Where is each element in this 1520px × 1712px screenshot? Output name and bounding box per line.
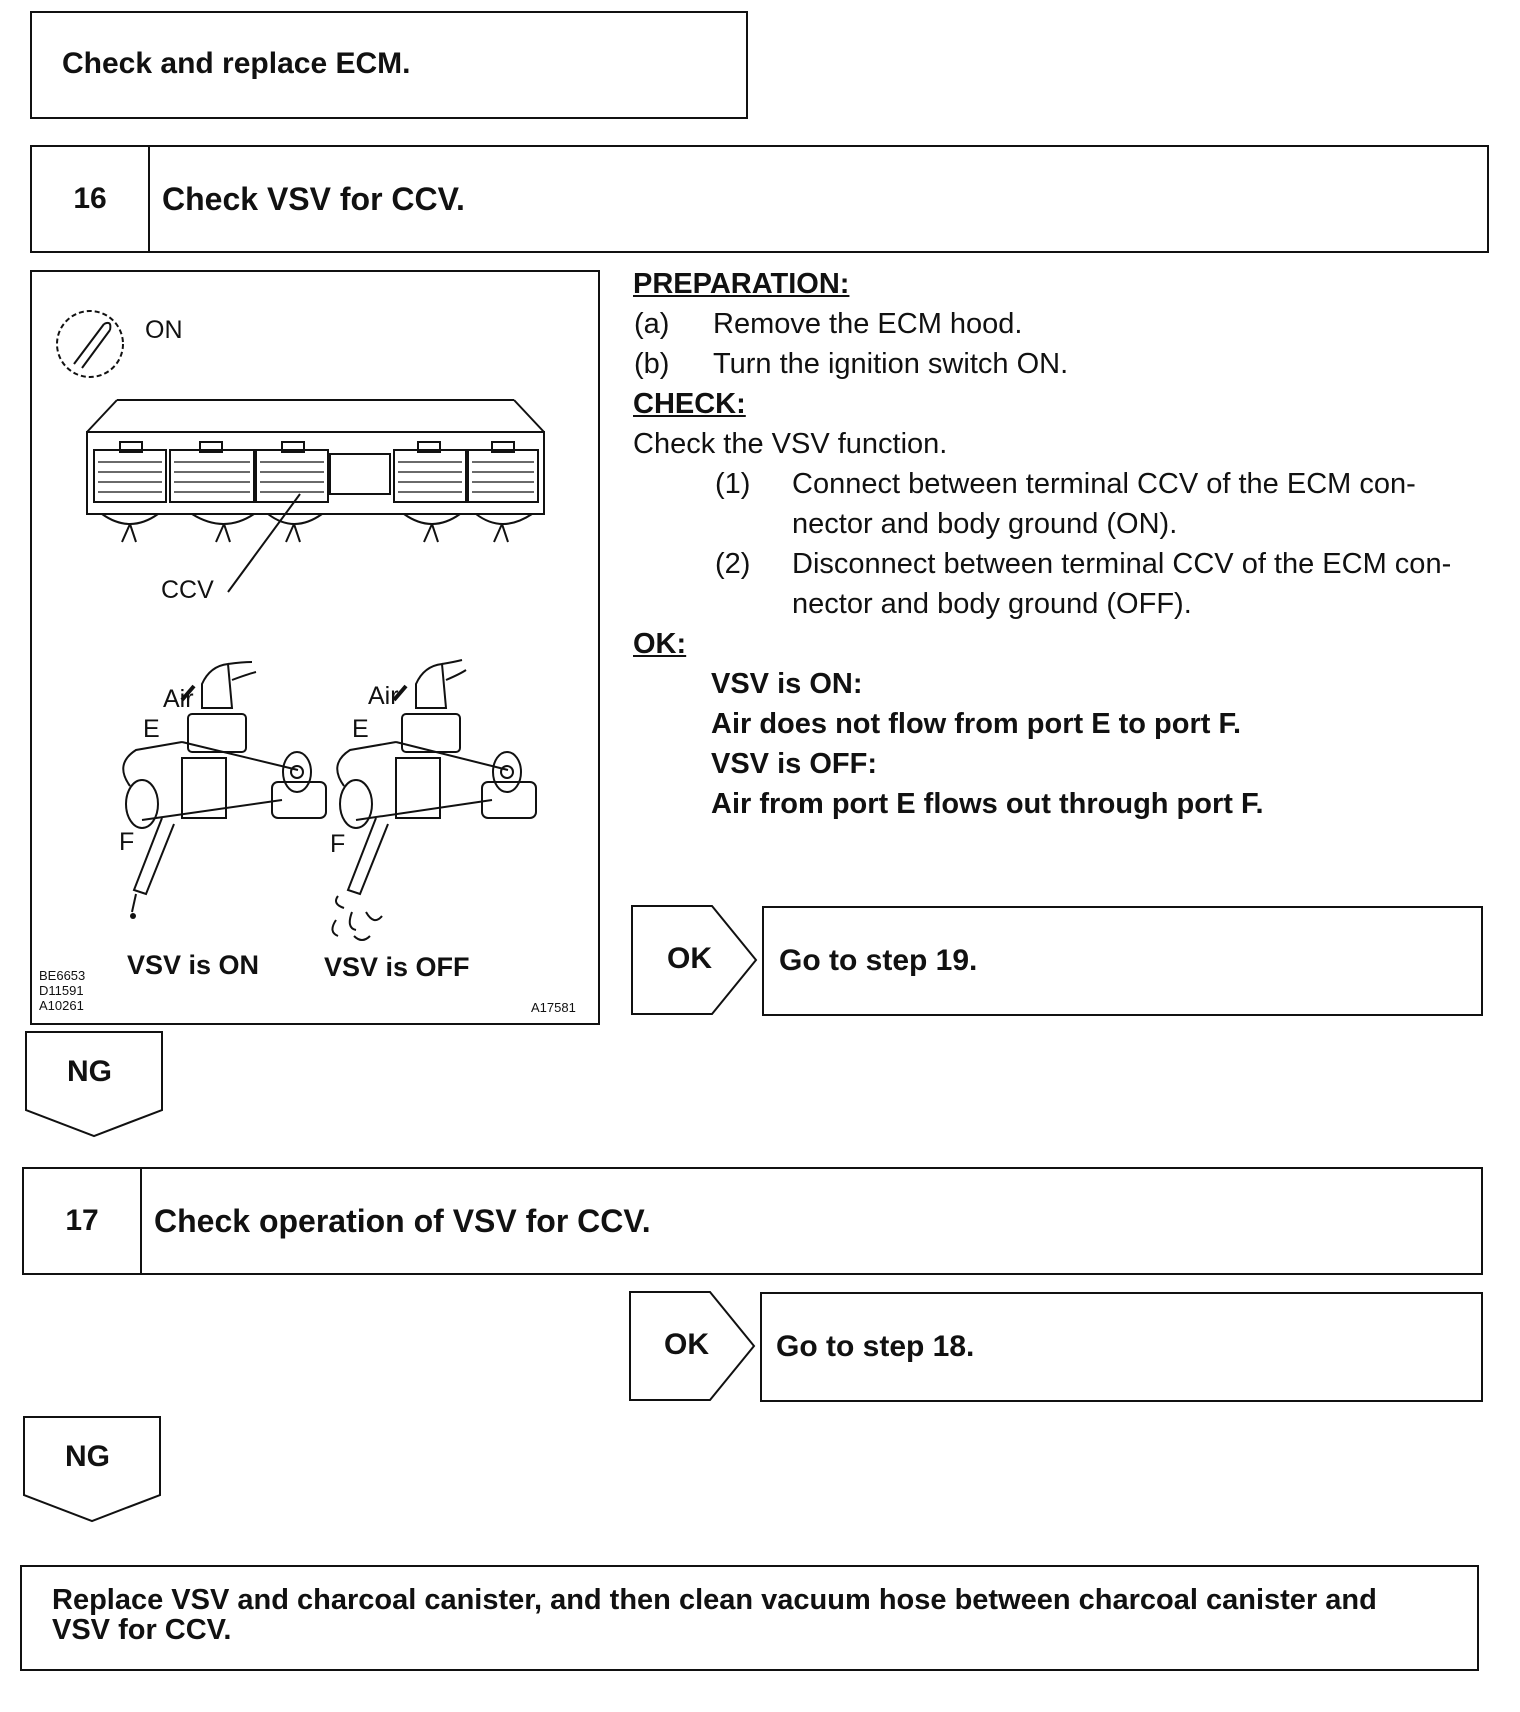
prep-a-text: Remove the ECM hood. — [713, 308, 1023, 340]
check-2-line1: Disconnect between terminal CCV of the ECM con- — [792, 548, 1452, 580]
ok-line-2: Air does not flow from port E to port F. — [711, 708, 1242, 740]
ccv-label: CCV — [161, 576, 214, 604]
air-label-right: Air — [368, 682, 399, 710]
caption-vsv-off: VSV is OFF — [324, 952, 470, 982]
replace-ecm-text: Check and replace ECM. — [62, 47, 411, 80]
air-label-left: Air — [163, 685, 194, 713]
step-17-header — [22, 1167, 1483, 1275]
replace-vsv-line-1: Replace VSV and charcoal canister, and then clean vacuum hose between charcoal canister and — [52, 1584, 1377, 1616]
check-1-marker: (1) — [715, 468, 751, 500]
check-1-line1: Connect between terminal CCV of the ECM con- — [792, 468, 1416, 500]
prep-a-marker: (a) — [634, 308, 670, 340]
ok-line-3: VSV is OFF: — [711, 748, 877, 780]
step-16-ng-badge: NG — [67, 1055, 112, 1088]
step-16-ok-badge: OK — [667, 942, 712, 975]
figure-code-2: D11591 — [39, 983, 84, 998]
replace-vsv-line-2: VSV for CCV. — [52, 1614, 232, 1646]
ok-line-4: Air from port E flows out through port F. — [711, 788, 1264, 820]
figure-code-4: A17581 — [531, 1000, 576, 1015]
vsv-on-drawing — [123, 662, 326, 912]
step-16-ok-action-box — [762, 906, 1483, 1016]
figure-code-3: A10261 — [39, 998, 84, 1013]
step-17-ok-action-box — [760, 1292, 1483, 1402]
step-16-header — [30, 145, 1489, 253]
ignition-key-icon — [57, 311, 123, 377]
step-17-ng-badge: NG — [65, 1440, 110, 1473]
check-1-line2: nector and body ground (ON). — [792, 508, 1178, 540]
ecm-connector-icon — [87, 400, 544, 592]
port-f-label-right: F — [330, 830, 346, 858]
vsv-illustration — [32, 272, 598, 1023]
ignition-on-label: ON — [145, 316, 183, 344]
vsv-off-drawing — [332, 660, 536, 940]
step-16-number: 16 — [32, 147, 150, 251]
ok-heading: OK: — [633, 628, 687, 660]
vsv-figure — [30, 270, 600, 1025]
step-17-number: 17 — [24, 1169, 142, 1273]
port-e-label-right: E — [352, 715, 369, 743]
prep-b-text: Turn the ignition switch ON. — [713, 348, 1069, 380]
ok-line-1: VSV is ON: — [711, 668, 863, 700]
port-f-label-left: F — [119, 828, 135, 856]
replace-vsv-box — [20, 1565, 1479, 1671]
step-17-ok-badge: OK — [664, 1328, 709, 1361]
step-17-ok-action: Go to step 18. — [776, 1330, 975, 1363]
figure-code-1: BE6653 — [39, 968, 86, 983]
port-e-label-left: E — [143, 715, 160, 743]
check-2-line2: nector and body ground (OFF). — [792, 588, 1192, 620]
caption-vsv-on: VSV is ON — [127, 950, 260, 980]
check-heading: CHECK: — [633, 388, 746, 420]
check-intro: Check the VSV function. — [633, 428, 948, 460]
check-2-marker: (2) — [715, 548, 751, 580]
prep-b-marker: (b) — [634, 348, 670, 380]
preparation-heading: PREPARATION: — [633, 268, 850, 300]
replace-ecm-box — [30, 11, 748, 119]
step-17-title: Check operation of VSV for CCV. — [154, 1202, 651, 1239]
step-16-title: Check VSV for CCV. — [162, 180, 465, 217]
step-16-ok-action: Go to step 19. — [779, 944, 978, 977]
